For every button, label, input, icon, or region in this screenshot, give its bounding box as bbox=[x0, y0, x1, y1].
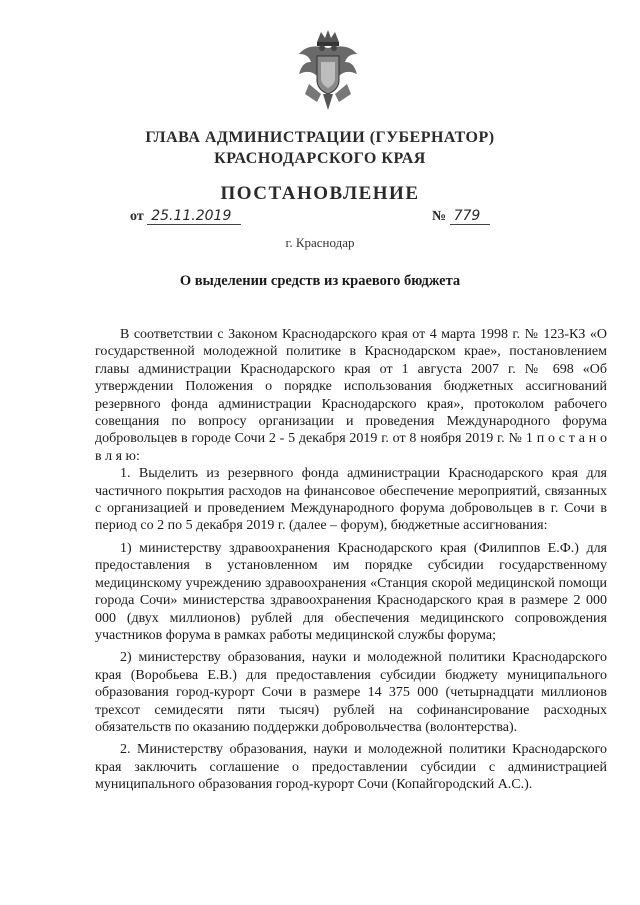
document-number: 779 bbox=[450, 208, 491, 225]
authority-title-line1: ГЛАВА АДМИНИСТРАЦИИ (ГУБЕРНАТОР) bbox=[145, 129, 495, 146]
coat-of-arms-emblem bbox=[295, 28, 361, 112]
preamble-paragraph: В соответствии с Законом Краснодарского края от 4 марта 1998 г. № 123-КЗ «О государственной молодежной политике в Краснодарском крае», постановлением главы администрации Краснодарского края от 1 августа 2007 г. № 698 «Об утверждении Положения о порядке использования бюджетных ассигнований резервного фонда администрации Краснодарского края», протоколом рабочего совещания по вопросу организации и проведения Международного форума добровольцев в городе Сочи 2 - 5 декабря 2019 г. от 8 ноября 2019 г. № 1 п о с т а н о в л я ю: bbox=[95, 327, 607, 464]
date-line bbox=[130, 208, 241, 225]
date-prefix: от bbox=[130, 209, 144, 224]
clause-1-2-paragraph: 2) министерству образования, науки и молодежной политики Краснодарского края (Воробьева Е.В.) для предоставления субсидии бюджету муниципального образования город-курорт Сочи в размере 14 375 000 (четырнадцати миллионов трехсот семидесяти пяти тысяч) рублей на софинансирование расходных обязательств по оказанию поддержки добровольчества (волонтерства). bbox=[95, 650, 607, 735]
document-date: 25.11.2019 bbox=[147, 208, 241, 225]
clause-1-1-paragraph: 1) министерству здравоохранения Краснодарского края (Филиппов Е.Ф.) для предоставления в установленном им порядке субсидии государственному медицинскому учреждению здравоохранения «Станция скорой медицинской помощи города Сочи» министерства здравоохранения Краснодарского края в размере 2 000 000 (двух миллионов) рублей для обеспечения медицинского сопровождения участников форума в рамках работы медицинской службы форума; bbox=[95, 540, 607, 643]
document-subject: О выделении средств из краевого бюджета bbox=[179, 273, 461, 289]
clause-2-paragraph: 2. Министерству образования, науки и молодежной политики Краснодарского края заключить соглашение о предоставлении субсидии с администрацией муниципального образования город-курорт Сочи (Копайгородский А.С.). bbox=[95, 742, 607, 793]
city-label: г. Краснодар bbox=[285, 235, 355, 250]
document-body bbox=[95, 326, 607, 794]
authority-title-line2: КРАСНОДАРСКОГО КРАЯ bbox=[214, 150, 426, 167]
number-prefix: № bbox=[432, 209, 447, 224]
number-line bbox=[432, 208, 490, 225]
clause-1-paragraph: 1. Выделить из резервного фонда администрации Краснодарского края для частичного покрытия расходов на финансовое обеспечение мероприятий, связанных с организацией и проведением Международного форума добровольцев в г. Сочи в период со 2 по 5 декабря 2019 г. (далее – форум), бюджетные ассигнования: bbox=[95, 466, 607, 534]
document-type: ПОСТАНОВЛЕНИЕ bbox=[220, 183, 420, 204]
